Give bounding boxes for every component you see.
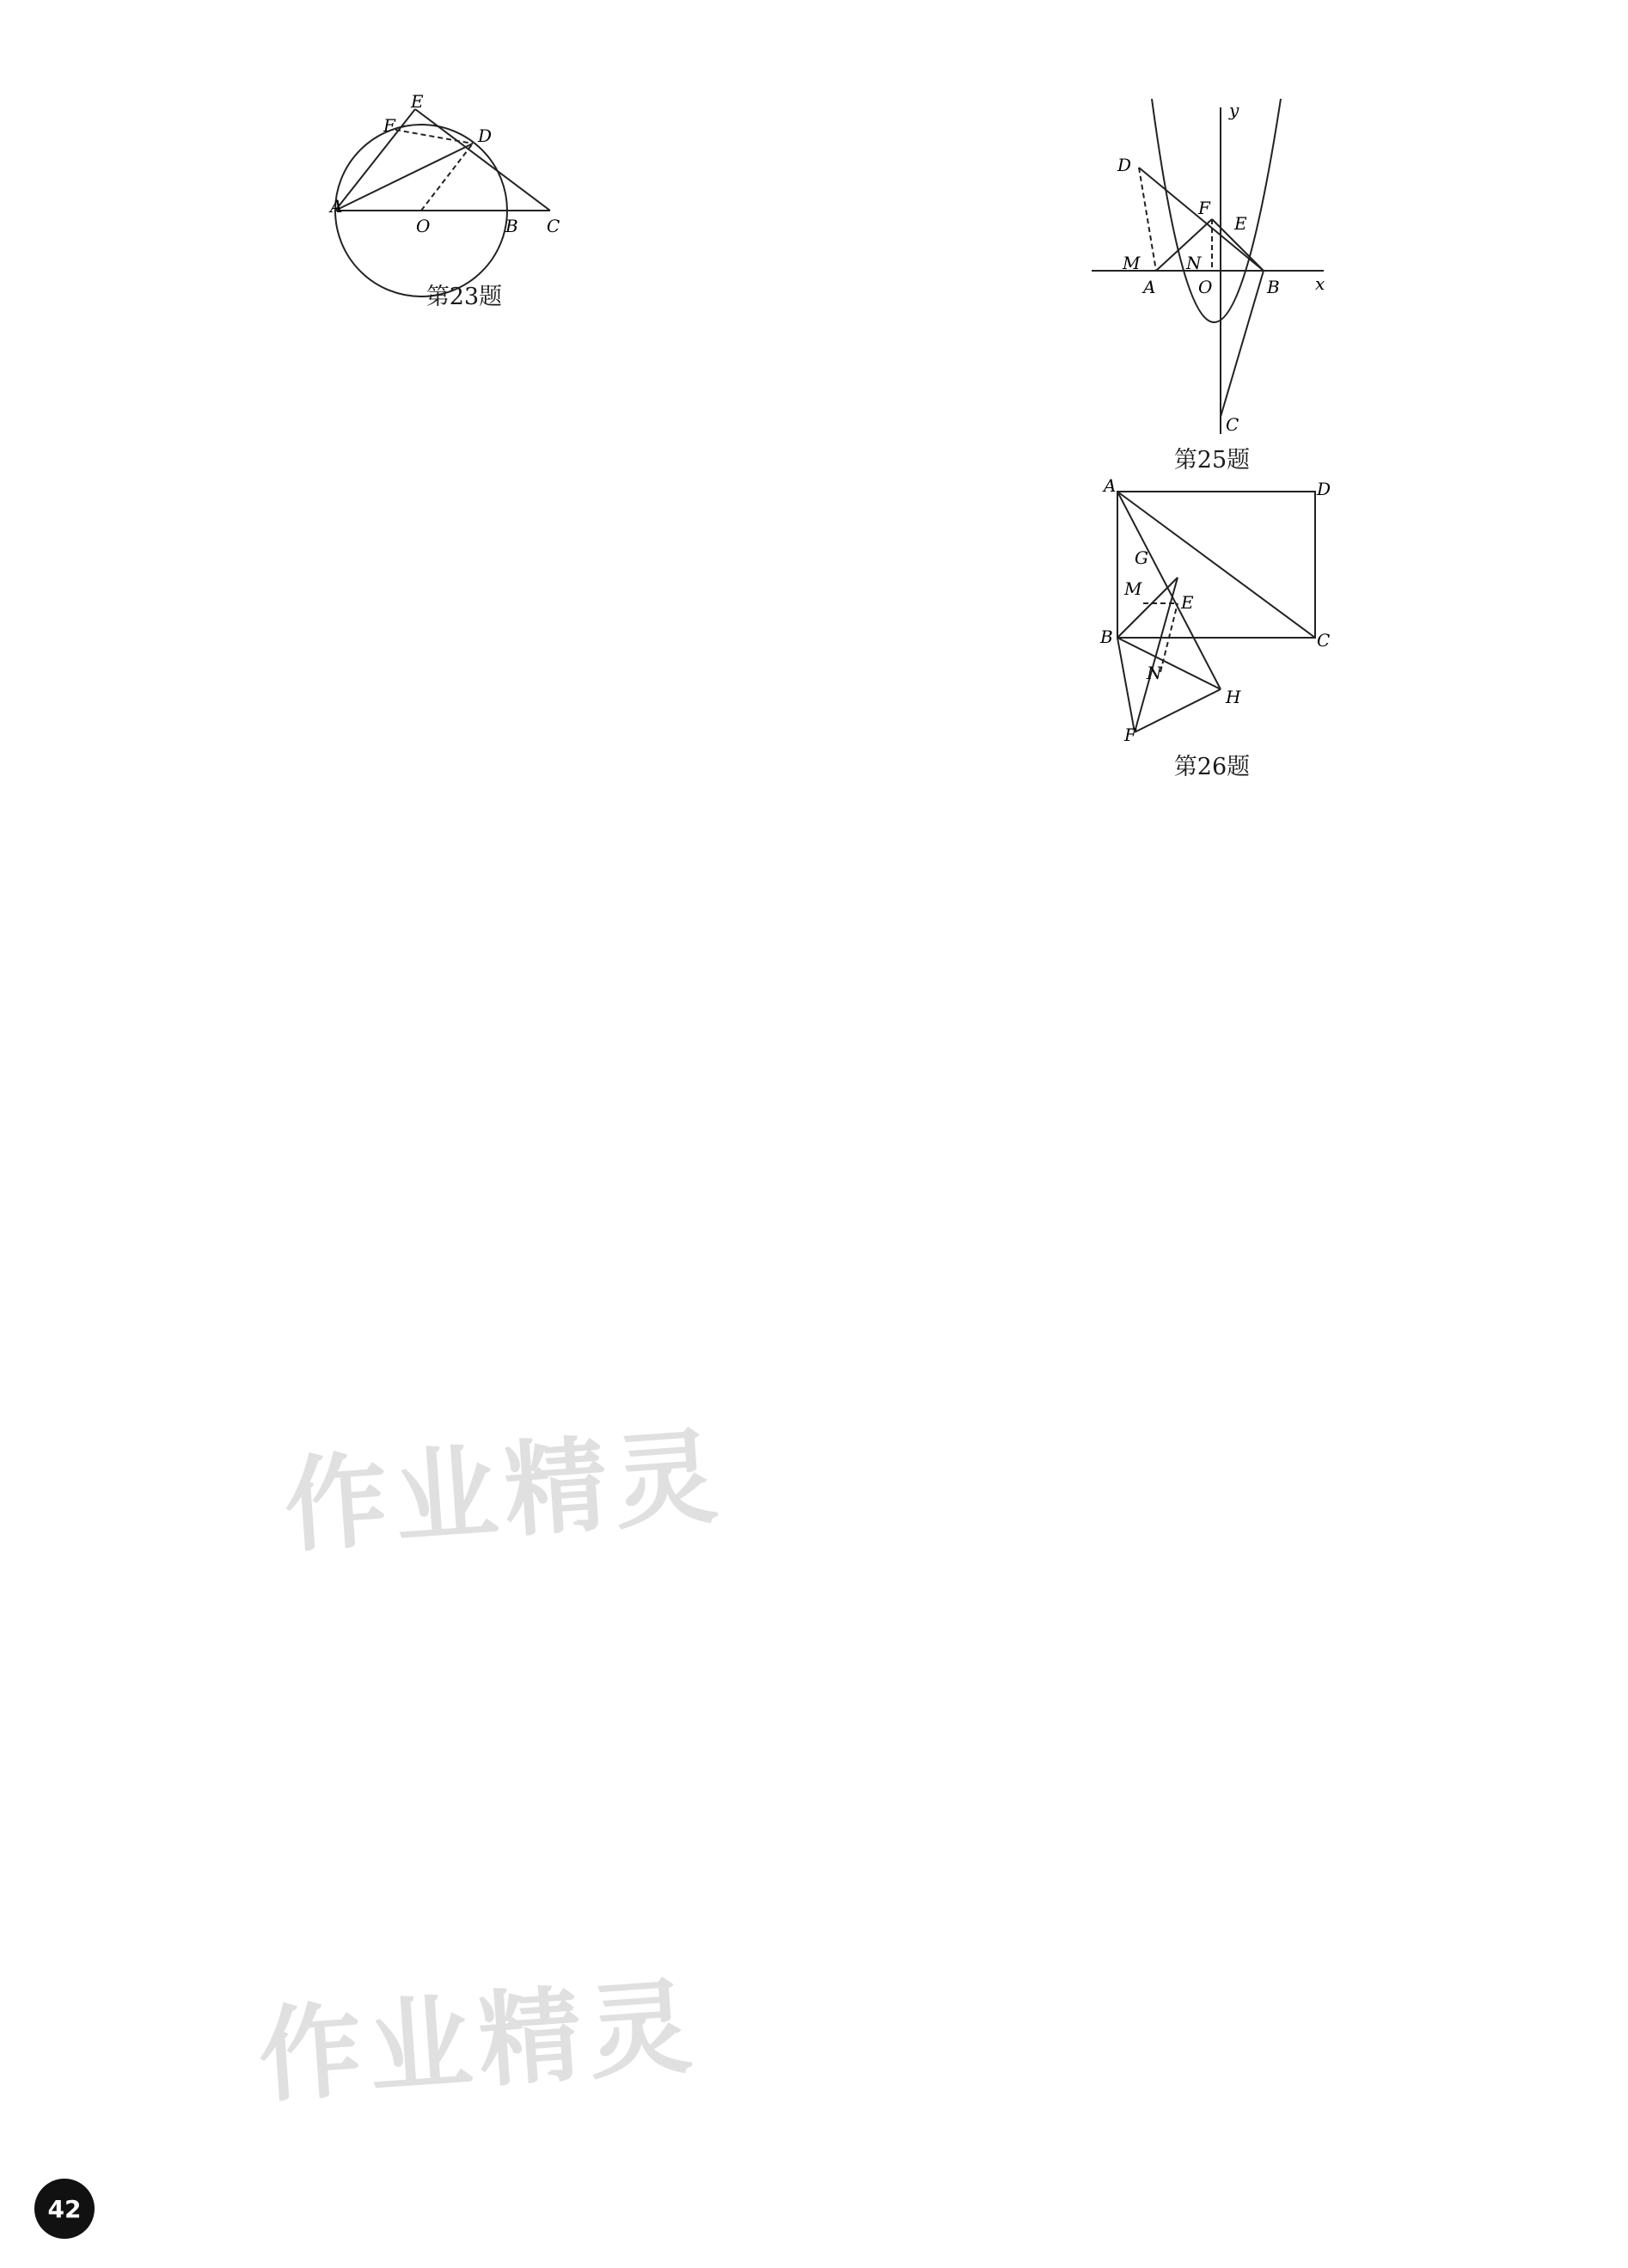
fig25-label-x: x (1315, 273, 1325, 294)
fig25-label-B: B (1267, 277, 1280, 297)
fig23-label-B: B (505, 216, 518, 236)
fig26-label-A: A (1104, 475, 1117, 496)
figure-23-caption: 第23题 (425, 284, 503, 310)
fig25-label-N: N (1186, 253, 1202, 273)
fig25-label-A: A (1143, 277, 1156, 297)
watermark-top: 作业精灵 (280, 1417, 728, 1568)
fig26-label-H: H (1226, 687, 1241, 707)
fig26-label-G: G (1135, 547, 1148, 568)
figure-23-diagram (330, 91, 593, 271)
fig25-label-E: E (1234, 213, 1247, 234)
fig26-label-F: F (1124, 724, 1136, 745)
fig26-label-N: N (1147, 663, 1162, 683)
figure-23 (330, 91, 593, 311)
left-column (120, 90, 808, 311)
figure-25-caption: 第25题 (1173, 447, 1251, 474)
fig26-label-C: C (1317, 630, 1331, 651)
fig26-label-M: M (1124, 578, 1142, 599)
fig23-label-A: A (330, 196, 343, 217)
fig23-label-O: O (416, 216, 431, 236)
figure-25 (1092, 99, 1332, 474)
figure-26-caption: 第26题 (1173, 754, 1251, 780)
fig23-label-D: D (478, 125, 493, 146)
fig25-label-M: M (1123, 253, 1141, 273)
fig26-label-B: B (1100, 627, 1113, 647)
fig25-label-C: C (1226, 414, 1239, 435)
figure-26 (1100, 475, 1331, 781)
figure-25-diagram (1092, 99, 1332, 434)
fig26-label-D: D (1317, 479, 1331, 499)
fig23-label-E: E (411, 91, 424, 112)
fig25-label-O: O (1198, 277, 1213, 297)
fig23-label-C: C (547, 216, 560, 236)
fig25-label-F: F (1198, 198, 1210, 218)
watermark-bottom: 作业精灵 (254, 1967, 702, 2118)
fig26-label-E: E (1181, 592, 1194, 613)
fig25-label-y: y (1229, 100, 1239, 120)
fig23-label-F: F (383, 115, 395, 136)
page-number-badge: 42 (34, 2179, 95, 2239)
right-column (851, 90, 1573, 781)
figure-26-diagram (1100, 475, 1331, 745)
fig25-label-D: D (1117, 155, 1132, 175)
